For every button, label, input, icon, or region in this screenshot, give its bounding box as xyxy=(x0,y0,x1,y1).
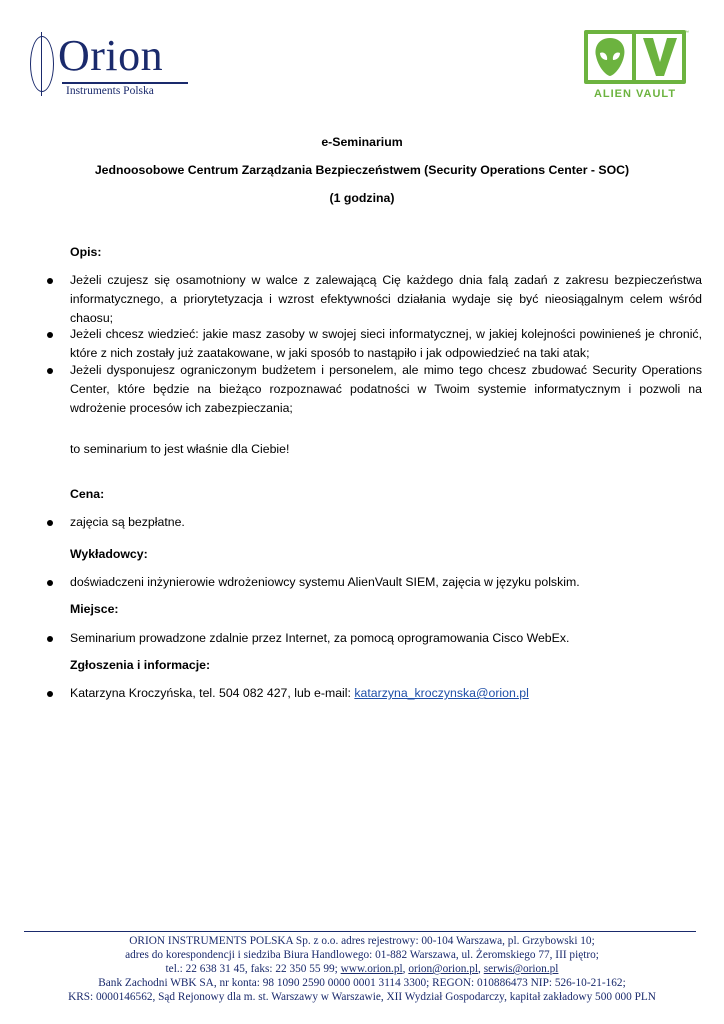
orion-logo-rule xyxy=(62,82,188,84)
opis-closing: to seminarium to jest właśnie dla Ciebie! xyxy=(70,442,290,456)
alien-head-icon xyxy=(592,36,628,78)
wykladowcy-bullet-text: doświadczeni inżynierowie wdrożeniowcy systemu AlienVault SIEM, zajęcia w języku polskim. xyxy=(70,575,580,589)
opis-bullet-3-line-1: Jeżeli dysponujesz ograniczonym budżetem i personelem, ale mimo tego chcesz zbudować Security Operations xyxy=(70,363,702,377)
title-line-1: e-Seminarium xyxy=(321,135,403,149)
bullet-icon xyxy=(47,636,53,642)
footer-line-4: Bank Zachodni WBK SA, nr konta: 98 1090 2590 0000 0001 3114 3300; REGON: 010886473 NIP: 526-10-21-162; xyxy=(98,977,626,989)
alienvault-divider xyxy=(632,30,636,84)
opis-bullet-1-line-3: chaosu; xyxy=(70,311,114,325)
orion-logo-name: Orion xyxy=(58,31,164,80)
alienvault-logo xyxy=(584,30,690,106)
bullet-icon xyxy=(47,691,53,697)
footer-email-link[interactable]: orion@orion.pl xyxy=(408,963,479,975)
bullet-icon xyxy=(47,580,53,586)
v-letter-icon xyxy=(640,36,680,78)
cena-label: Cena: xyxy=(70,487,105,501)
footer-separator: , xyxy=(478,963,484,975)
footer-line-3 xyxy=(0,962,724,976)
miejsce-label: Miejsce: xyxy=(70,602,119,616)
footer-separator: , xyxy=(402,963,409,975)
footer-line-2: adres do korespondencji i siedziba Biura Handlowego: 01-882 Warszawa, ul. Żeromskiego 77, III piętro; xyxy=(125,949,599,961)
opis-bullet-3-line-2: Center, które będzie na bieżąco rozpoznawać podatności w Twoim systemie informatycznym i pozwoli na xyxy=(70,382,702,396)
bullet-icon xyxy=(47,520,53,526)
opis-bullet-3-line-3: wdrożenie procesów ich zabezpieczania; xyxy=(70,401,293,415)
footer-line-5: KRS: 0000146562, Sąd Rejonowy dla m. st. Warszawy w Warszawie, XII Wydział Gospodarczy, kapitał zakładowy 500 000 PLN xyxy=(68,991,656,1003)
email-link[interactable]: katarzyna_kroczynska@orion.pl xyxy=(354,686,529,700)
title-line-3: (1 godzina) xyxy=(329,191,395,205)
orion-line-icon xyxy=(41,32,42,96)
orion-logo xyxy=(24,30,194,100)
opis-bullet-1-line-2: informatycznego, a priorytetyzacja i wzrost efektywności działania wydaje się być nieosiągalnym celem wśród xyxy=(70,292,702,306)
title-line-2: Jednoosobowe Centrum Zarządzania Bezpieczeństwem (Security Operations Center - SOC) xyxy=(94,163,630,177)
footer-service-email-link[interactable]: serwis@orion.pl xyxy=(483,963,559,975)
opis-bullet-2-line-2: które z nich zostały już zaatakowane, w jaki sposób to nastąpiło i jak odpowiedzieć na taki atak; xyxy=(70,346,590,360)
opis-bullet-1-line-1: Jeżeli czujesz się osamotniony w walce z zalewającą Cię każdego dnia falą zadań z zakresu bezpieczeństwa xyxy=(70,273,702,287)
footer-line-1: ORION INSTRUMENTS POLSKA Sp. z o.o. adres rejestrowy: 00-104 Warszawa, pl. Grzybowski 10; xyxy=(129,935,595,947)
bullet-icon xyxy=(47,332,53,338)
zgloszenia-contact: Katarzyna Kroczyńska, tel. 504 082 427, lub e-mail: xyxy=(70,686,355,700)
bullet-icon xyxy=(47,278,53,284)
opis-bullet-2-line-1: Jeżeli chcesz wiedzieć: jakie masz zasoby w swojej sieci informatycznej, w jakiej kolejności powinieneś je chronić, xyxy=(70,327,702,341)
miejsce-bullet-text: Seminarium prowadzone zdalnie przez Internet, za pomocą oprogramowania Cisco WebEx. xyxy=(70,631,570,645)
cena-bullet-text: zajęcia są bezpłatne. xyxy=(70,515,185,529)
opis-label: Opis: xyxy=(70,245,102,259)
orion-logo-subtitle: Instruments Polska xyxy=(66,85,154,97)
bullet-icon xyxy=(47,368,53,374)
zgloszenia-label: Zgłoszenia i informacje: xyxy=(70,658,211,672)
zgloszenia-bullet-text xyxy=(70,684,702,703)
footer-divider xyxy=(24,931,696,932)
footer-phone: tel.: 22 638 31 45, faks: 22 350 55 99; xyxy=(165,963,341,975)
wykladowcy-label: Wykładowcy: xyxy=(70,547,148,561)
alienvault-trademark: ™ xyxy=(684,30,689,36)
footer-www-link[interactable]: www.orion.pl xyxy=(340,963,403,975)
alienvault-logo-name: ALIEN VAULT xyxy=(593,88,677,100)
